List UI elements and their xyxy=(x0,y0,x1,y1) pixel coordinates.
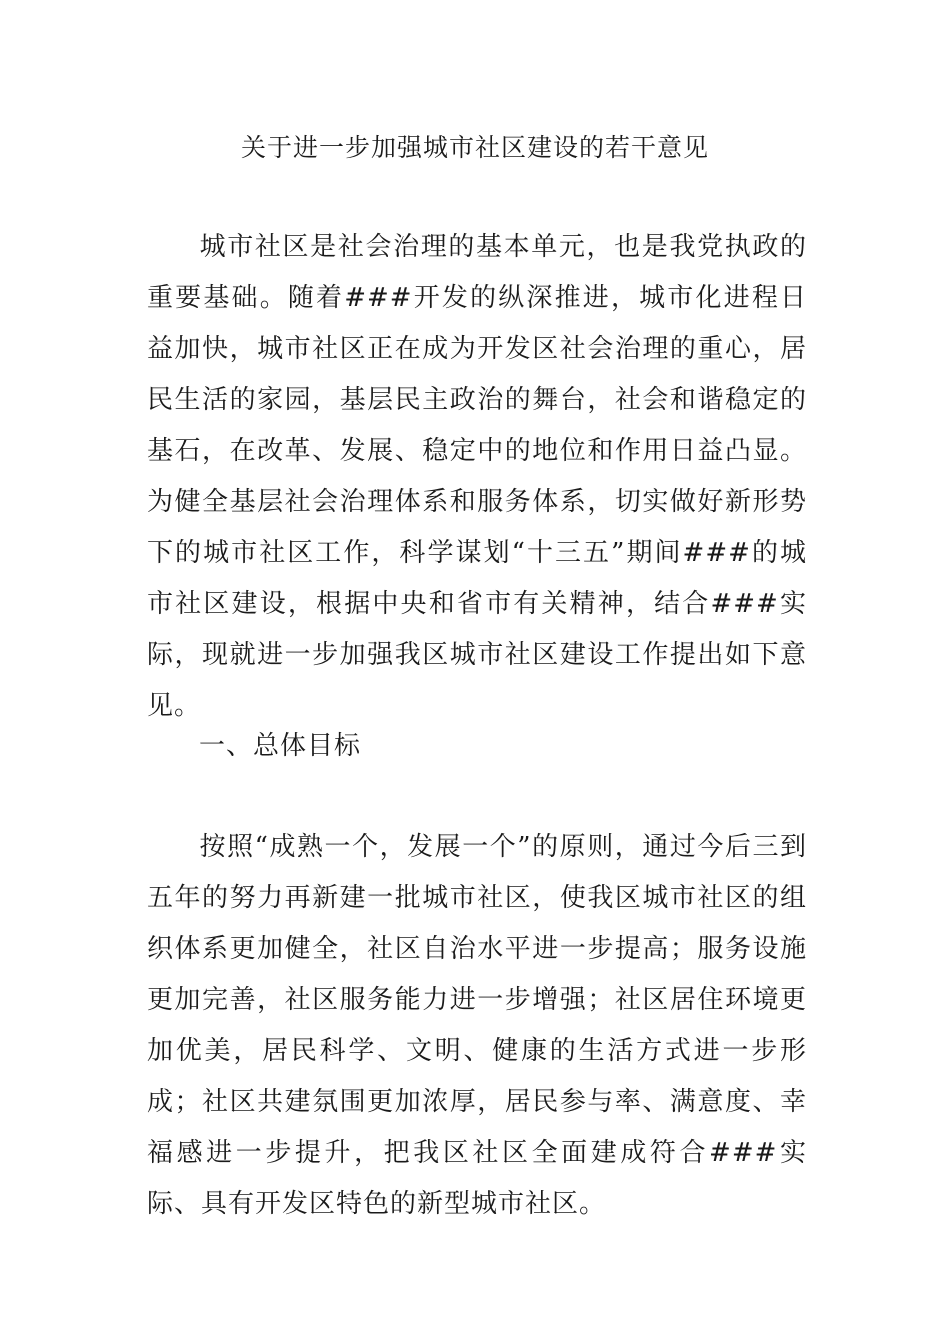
section-body-paragraph xyxy=(147,822,807,1230)
intro-text: 城市社区是社会治理的基本单元，也是我党执政的重要基础。随着###开发的纵深推进，城市化进程日益加快，城市社区正在成为开发区社会治理的重心，居民生活的家园，基层民主政治的舞台，社会和谐稳定的基石，在改革、发展、稳定中的地位和作用日益凸显。为健全基层社会治理体系和服务体系，切实做好新形势下的城市社区工作，科学谋划“十三五”期间###的城市社区建设，根据中央和省市有关精神，结合###实际，现就进一步加强我区城市社区建设工作提出如下意见。 xyxy=(147,232,807,721)
section-heading xyxy=(147,721,807,772)
intro-paragraph xyxy=(147,222,807,732)
document-title: 关于进一步加强城市社区建设的若干意见 xyxy=(240,133,709,162)
section-heading-text: 一、总体目标 xyxy=(199,731,362,761)
section-body-text: 按照“成熟一个，发展一个”的原则，通过今后三到五年的努力再新建一批城市社区，使我区城市社区的组织体系更加健全，社区自治水平进一步提高；服务设施更加完善，社区服务能力进一步增强；社区居住环境更加优美，居民科学、文明、健康的生活方式进一步形成；社区共建氛围更加浓厚，居民参与率、满意度、幸福感进一步提升，把我区社区全面建成符合###实际、具有开发区特色的新型城市社区。 xyxy=(147,832,807,1219)
